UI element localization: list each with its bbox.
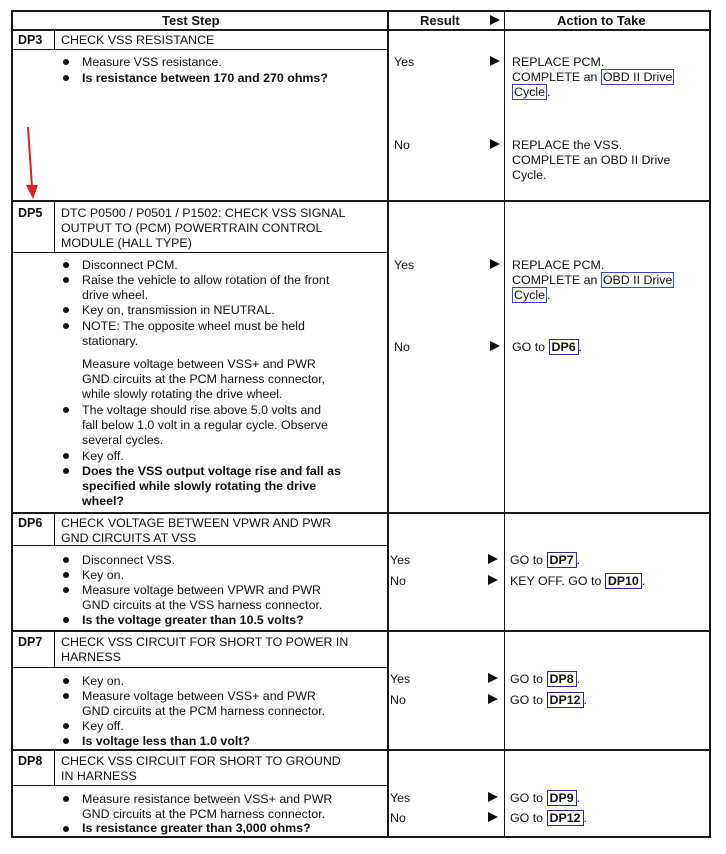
- step-title: OUTPUT TO (PCM) POWERTRAIN CONTROL: [61, 221, 323, 235]
- bullet-icon: [63, 453, 69, 459]
- step-instruction: Measure voltage between VSS+ and PWR: [82, 357, 316, 371]
- header-action: Action to Take: [557, 13, 646, 28]
- step-note: stationary.: [82, 334, 139, 348]
- step-instruction: Key off.: [82, 449, 124, 463]
- step-question: Does the VSS output voltage rise and fall as: [82, 464, 341, 478]
- step-title: DTC P0500 / P0501 / P1502: CHECK VSS SIGNAL: [61, 206, 346, 220]
- goto-dp7-link[interactable]: DP7: [547, 552, 577, 568]
- bullet-icon: [63, 617, 69, 623]
- goto-dp12-link[interactable]: DP12: [547, 692, 584, 708]
- step-instruction: Key on.: [82, 568, 125, 582]
- step-question: Is voltage less than 1.0 volt?: [82, 734, 251, 748]
- goto-dp12-link[interactable]: DP12: [547, 810, 584, 826]
- bullet-icon: [63, 277, 69, 283]
- step-question: wheel?: [82, 494, 124, 508]
- result-arrow-icon: [490, 139, 500, 149]
- goto-dp6-link[interactable]: DP6: [549, 339, 579, 355]
- action-text: GO to DP12 .: [510, 811, 587, 825]
- step-title: MODULE (HALL TYPE): [61, 236, 192, 250]
- bullet-icon: [63, 59, 69, 65]
- step-instruction: GND circuits at the PCM harness connector.: [82, 704, 326, 718]
- step-instruction: Raise the vehicle to allow rotation of the front: [82, 273, 330, 287]
- action-text: GO to DP12 .: [510, 693, 587, 707]
- result-no: No: [390, 693, 406, 707]
- action-text: COMPLETE an OBD II Drive: [512, 153, 671, 167]
- step-note: NOTE: The opposite wheel must be held: [82, 319, 305, 333]
- step-instruction: drive wheel.: [82, 288, 149, 302]
- red-annotation-arrow-icon: [20, 125, 40, 205]
- header-arrow-icon: [490, 15, 500, 25]
- bullet-icon: [63, 262, 69, 268]
- result-no: No: [394, 340, 410, 354]
- step-instruction: GND circuits at the PCM harness connector.: [82, 807, 326, 821]
- action-text: KEY OFF. GO to DP10 .: [510, 574, 646, 588]
- action-text: REPLACE PCM.: [512, 55, 605, 69]
- step-id: DP7: [18, 635, 43, 649]
- action-text: GO to DP7 .: [510, 553, 581, 567]
- result-arrow-icon: [490, 56, 500, 66]
- step-question: Is the voltage greater than 10.5 volts?: [82, 613, 304, 627]
- step-instruction: Key on.: [82, 674, 125, 688]
- action-text: GO to DP8 .: [510, 672, 581, 686]
- header-test-step: Test Step: [162, 13, 220, 28]
- step-id: DP6: [18, 516, 43, 530]
- header-result: Result: [420, 13, 460, 28]
- bullet-icon: [63, 468, 69, 474]
- goto-dp8-link[interactable]: DP8: [547, 671, 577, 687]
- step-instruction: Measure voltage between VPWR and PWR: [82, 583, 321, 597]
- step-question: specified while slowly rotating the drive: [82, 479, 317, 493]
- result-arrow-icon: [488, 792, 498, 802]
- obd-drive-cycle-link[interactable]: Cycle: [514, 85, 545, 99]
- bullet-icon: [63, 723, 69, 729]
- step-title: GND CIRCUITS AT VSS: [61, 531, 197, 545]
- result-no: No: [390, 811, 406, 825]
- step-title: CHECK VSS CIRCUIT FOR SHORT TO GROUND: [61, 754, 341, 768]
- bullet-icon: [63, 407, 69, 413]
- bullet-icon: [63, 693, 69, 699]
- action-text: COMPLETE an OBD II Drive: [512, 273, 673, 287]
- goto-dp9-link[interactable]: DP9: [547, 790, 577, 806]
- step-title: CHECK VSS CIRCUIT FOR SHORT TO POWER IN: [61, 635, 349, 649]
- step-instruction: Key on, transmission in NEUTRAL.: [82, 303, 275, 317]
- step-title: IN HARNESS: [61, 769, 137, 783]
- result-yes: Yes: [394, 258, 415, 272]
- step-id: DP8: [18, 754, 43, 768]
- result-no: No: [390, 574, 406, 588]
- bullet-icon: [63, 572, 69, 578]
- result-arrow-icon: [488, 673, 498, 683]
- step-instruction: Measure resistance between VSS+ and PWR: [82, 792, 333, 806]
- bullet-icon: [63, 678, 69, 684]
- step-instruction: while slowly rotating the drive wheel.: [82, 387, 283, 401]
- obd-drive-cycle-link[interactable]: OBD II Drive: [602, 70, 673, 84]
- action-text: COMPLETE an OBD II Drive: [512, 70, 673, 84]
- obd-drive-cycle-link[interactable]: Cycle: [514, 288, 545, 302]
- result-arrow-icon: [490, 259, 500, 269]
- goto-dp10-link[interactable]: DP10: [605, 573, 642, 589]
- action-text: GO to DP6 .: [512, 340, 583, 354]
- step-title: HARNESS: [61, 650, 121, 664]
- bullet-icon: [63, 557, 69, 563]
- result-arrow-icon: [488, 575, 498, 585]
- result-yes: Yes: [390, 553, 411, 567]
- bullet-icon: [63, 738, 69, 744]
- step-instruction: several cycles.: [82, 433, 164, 447]
- step-instruction: The voltage should rise above 5.0 volts and: [82, 403, 322, 417]
- result-arrow-icon: [488, 694, 498, 704]
- bullet-icon: [63, 826, 69, 832]
- result-yes: Yes: [394, 55, 415, 69]
- result-no: No: [394, 138, 410, 152]
- bullet-icon: [63, 796, 69, 802]
- step-title: CHECK VOLTAGE BETWEEN VPWR AND PWR: [61, 516, 332, 530]
- result-yes: Yes: [390, 672, 411, 686]
- action-text: REPLACE the VSS.: [512, 138, 623, 152]
- step-question: Is resistance between 170 and 270 ohms?: [82, 71, 328, 85]
- result-arrow-icon: [490, 341, 500, 351]
- action-text: REPLACE PCM.: [512, 258, 605, 272]
- bullet-icon: [63, 307, 69, 313]
- step-instruction: fall below 1.0 volt in a regular cycle. Observe: [82, 418, 328, 432]
- action-text: Cycle .: [514, 85, 551, 99]
- action-text: GO to DP9 .: [510, 791, 581, 805]
- step-instruction: Key off.: [82, 719, 124, 733]
- action-text: Cycle.: [512, 168, 547, 182]
- obd-drive-cycle-link[interactable]: OBD II Drive: [602, 273, 673, 287]
- bullet-icon: [63, 75, 69, 81]
- step-title: CHECK VSS RESISTANCE: [61, 33, 215, 47]
- step-question: Is resistance greater than 3,000 ohms?: [82, 821, 311, 835]
- step-id: DP5: [18, 206, 43, 220]
- step-instruction: GND circuits at the VSS harness connector.: [82, 598, 323, 612]
- bullet-icon: [63, 587, 69, 593]
- action-text: Cycle .: [514, 288, 551, 302]
- result-yes: Yes: [390, 791, 411, 805]
- step-instruction: Disconnect VSS.: [82, 553, 175, 567]
- bullet-icon: [63, 323, 69, 329]
- result-arrow-icon: [488, 554, 498, 564]
- step-instruction: Disconnect PCM.: [82, 258, 178, 272]
- step-id: DP3: [18, 33, 43, 47]
- result-arrow-icon: [488, 812, 498, 822]
- step-instruction: Measure VSS resistance.: [82, 55, 222, 69]
- step-instruction: Measure voltage between VSS+ and PWR: [82, 689, 316, 703]
- step-instruction: GND circuits at the PCM harness connector,: [82, 372, 326, 386]
